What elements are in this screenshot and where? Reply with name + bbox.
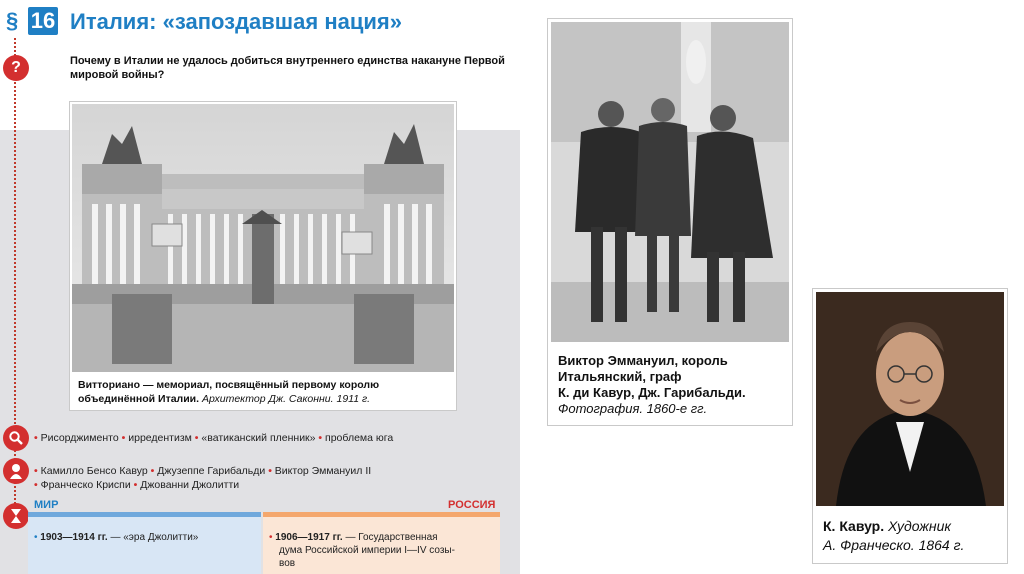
three-figures-photo-card [547,18,793,426]
term-vatican-prisoner: «ватиканский пленник» [201,432,316,444]
question-text: Почему в Италии не удалось добиться внутреннего единства накануне Первой мировой войны? [70,55,505,81]
section-number: 16 [28,7,58,35]
cavour-caption-artist: Художник [888,518,952,534]
russia-event-date: 1906—1917 гг. [275,532,343,543]
person-cavour: Камилло Бенсо Кавур [40,465,148,477]
three-figures-caption-line2: Итальянский, граф [558,369,682,384]
vittoriano-caption-italic: Архитектор Дж. Саконни. 1911 г. [201,393,371,405]
world-label: МИР [34,499,59,511]
russia-event: • 1906—1917 гг. — Государственная дума Российской империи I—IV созы- вов [269,531,497,570]
world-event-date: 1903—1914 гг. [40,532,108,543]
person-victor-emmanuel: Виктор Эммануил II [274,465,372,477]
cavour-caption-line2: А. Франческо. 1864 г. [823,537,965,553]
question-icon: ? [3,55,29,81]
cavour-portrait-card [812,288,1008,564]
three-figures-caption-line3: К. ди Кавур, Дж. Гарибальди. [558,385,746,400]
russia-event-line2: дума Российской империи I—IV созы- [279,545,455,556]
world-event: • 1903—1914 гг. — «эра Джолитти» [34,532,199,543]
cavour-caption-name: К. Кавур. [823,518,885,534]
russia-label: РОССИЯ [448,499,496,511]
russia-event-line3: вов [279,558,296,569]
key-persons-line1: • Камилло Бенсо Кавур • Джузеппе Гарибальди • Виктор Эммануил II [34,465,372,477]
three-figures-caption [558,353,788,417]
hourglass-icon [3,503,29,529]
three-figures-caption-line4: Фотография. 1860-е гг. [558,401,708,416]
dotted-timeline-line [14,38,16,528]
vittoriano-caption-bold: Витториано — мемориал, посвящённый первому королю объединённой Италии. [78,379,380,405]
page-title: Италия: «запоздавшая нация» [70,9,402,34]
cavour-portrait-image [816,292,1004,506]
person-giolitti: Джованни Джолитти [140,479,240,491]
vittoriano-photo-card [69,101,457,411]
person-icon [3,458,29,484]
key-terms: • Рисорджименто • ирредентизм • «ватиканский пленник» • проблема юга [34,432,394,444]
person-garibaldi: Джузеппе Гарибальди [157,465,266,477]
three-figures-caption-line1: Виктор Эммануил, король [558,353,728,368]
section-symbol: § [6,8,19,33]
three-figures-image [551,22,789,342]
term-risorgimento: Рисорджименто [40,432,119,444]
vittoriano-image [72,104,454,372]
search-icon [3,425,29,451]
world-event-text: — «эра Джолитти» [110,532,199,543]
person-crispi: Франческо Криспи [40,479,131,491]
russia-event-line1: — Государственная [345,532,438,543]
term-south-problem: проблема юга [325,432,394,444]
vittoriano-caption [78,378,448,406]
cavour-caption [823,517,1003,555]
key-persons-line2: • Франческо Криспи • Джованни Джолитти [34,479,240,491]
term-irredentism: ирредентизм [128,432,192,444]
